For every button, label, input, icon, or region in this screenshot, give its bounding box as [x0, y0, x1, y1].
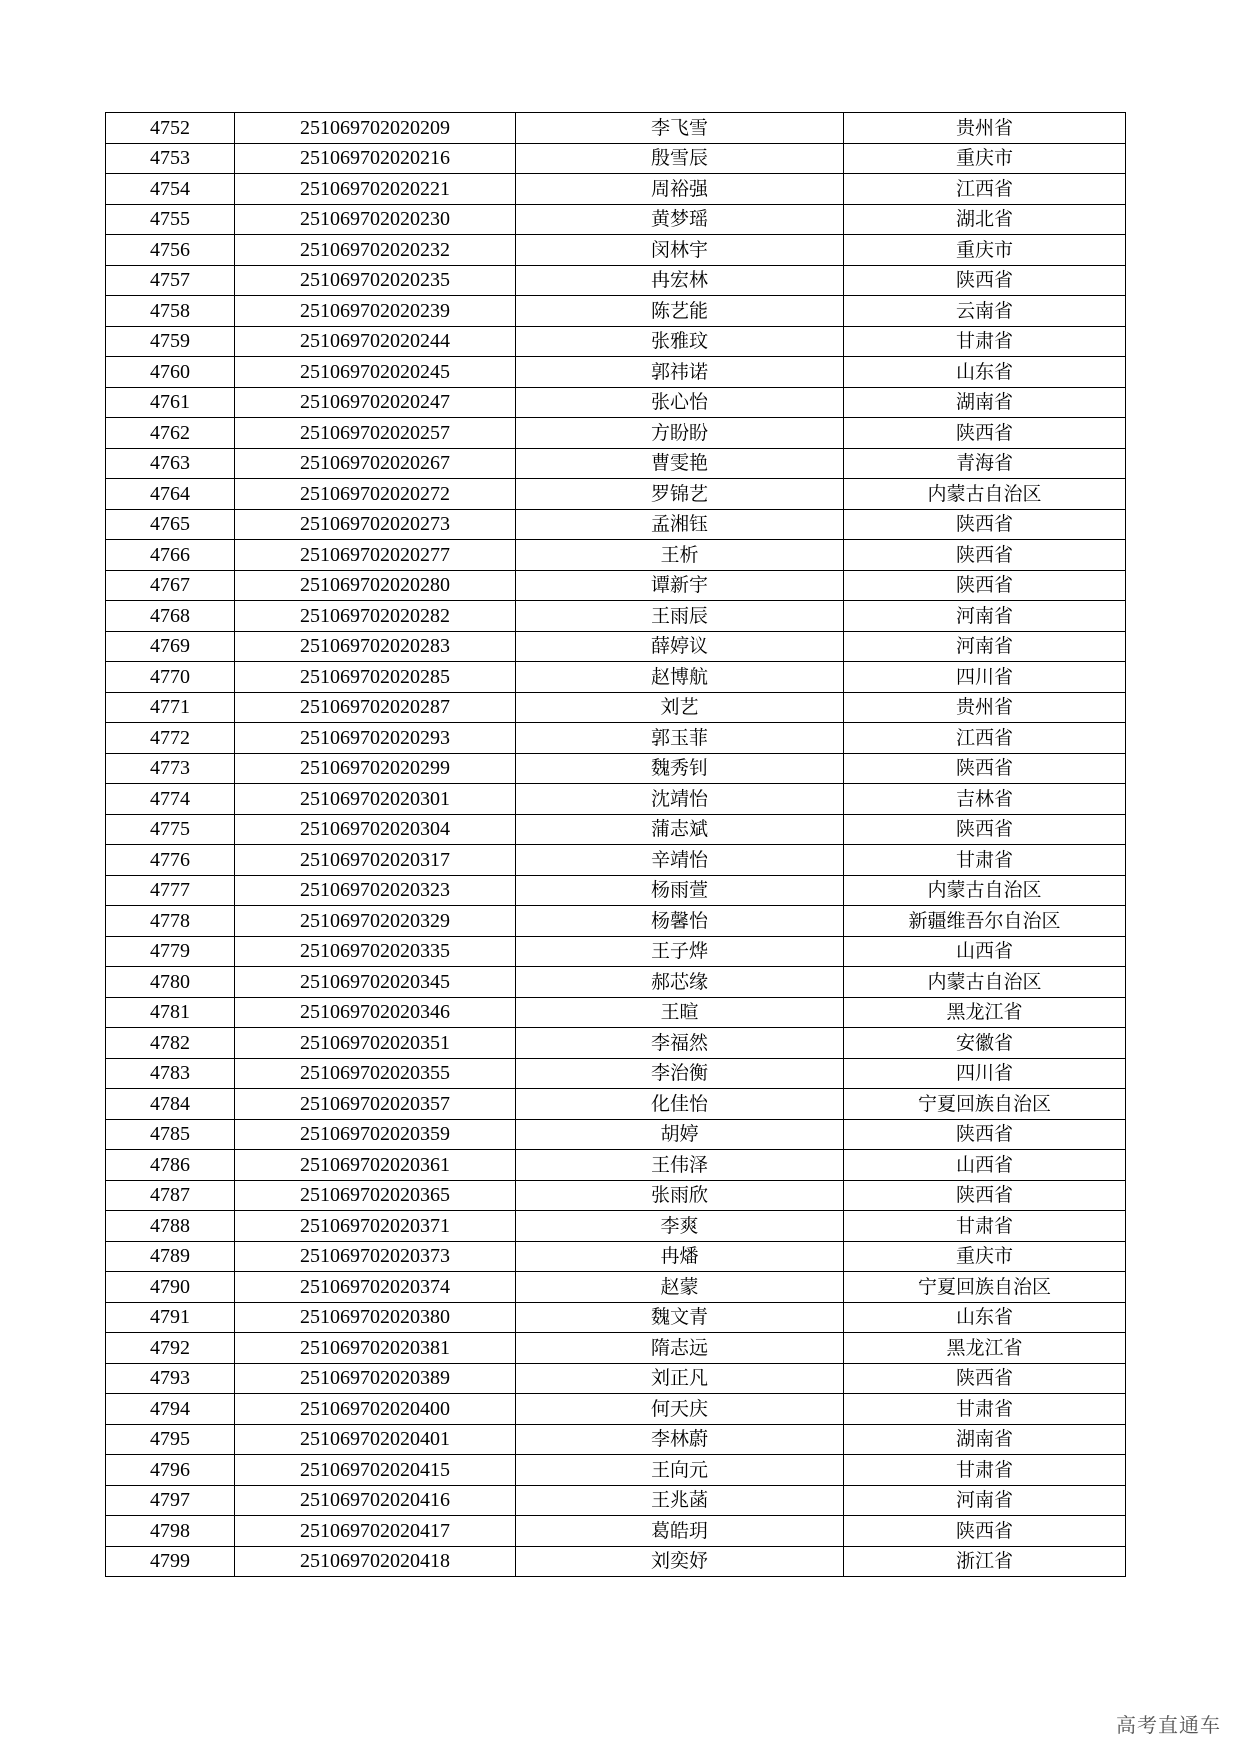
province-cell: 四川省: [844, 662, 1126, 693]
seq-cell: 4783: [106, 1058, 235, 1089]
table-row: [106, 265, 1126, 296]
name-cell: 王雨辰: [516, 601, 844, 632]
id-cell: 251069702020239: [235, 296, 516, 327]
province-cell: 甘肃省: [844, 1455, 1126, 1486]
province-cell: 宁夏回族自治区: [844, 1089, 1126, 1120]
id-cell: 251069702020216: [235, 143, 516, 174]
table-row: [106, 296, 1126, 327]
province-cell: 青海省: [844, 448, 1126, 479]
id-cell: 251069702020273: [235, 509, 516, 540]
seq-cell: 4765: [106, 509, 235, 540]
province-cell: 内蒙古自治区: [844, 967, 1126, 998]
name-cell: 冉燔: [516, 1241, 844, 1272]
seq-cell: 4758: [106, 296, 235, 327]
province-cell: 重庆市: [844, 1241, 1126, 1272]
id-cell: 251069702020277: [235, 540, 516, 571]
table-row: [106, 1028, 1126, 1059]
name-cell: 杨馨怡: [516, 906, 844, 937]
id-cell: 251069702020299: [235, 753, 516, 784]
table-row: [106, 1241, 1126, 1272]
name-cell: 化佳怡: [516, 1089, 844, 1120]
table-row: [106, 143, 1126, 174]
seq-cell: 4759: [106, 326, 235, 357]
id-cell: 251069702020257: [235, 418, 516, 449]
name-cell: 王暄: [516, 997, 844, 1028]
seq-cell: 4763: [106, 448, 235, 479]
seq-cell: 4754: [106, 174, 235, 205]
name-cell: 张心怡: [516, 387, 844, 418]
province-cell: 安徽省: [844, 1028, 1126, 1059]
id-cell: 251069702020230: [235, 204, 516, 235]
province-cell: 新疆维吾尔自治区: [844, 906, 1126, 937]
name-cell: 王子烨: [516, 936, 844, 967]
table-row: [106, 479, 1126, 510]
name-cell: 辛靖怡: [516, 845, 844, 876]
table-row: [106, 540, 1126, 571]
id-cell: 251069702020282: [235, 601, 516, 632]
seq-cell: 4767: [106, 570, 235, 601]
seq-cell: 4776: [106, 845, 235, 876]
name-cell: 杨雨萱: [516, 875, 844, 906]
seq-cell: 4780: [106, 967, 235, 998]
seq-cell: 4766: [106, 540, 235, 571]
id-cell: 251069702020235: [235, 265, 516, 296]
province-cell: 宁夏回族自治区: [844, 1272, 1126, 1303]
name-cell: 沈靖怡: [516, 784, 844, 815]
table-row: [106, 784, 1126, 815]
table-row: [106, 235, 1126, 266]
province-cell: 陕西省: [844, 1363, 1126, 1394]
name-cell: 隋志远: [516, 1333, 844, 1364]
province-cell: 湖南省: [844, 1424, 1126, 1455]
id-cell: 251069702020323: [235, 875, 516, 906]
id-cell: 251069702020272: [235, 479, 516, 510]
province-cell: 陕西省: [844, 814, 1126, 845]
table-row: [106, 448, 1126, 479]
seq-cell: 4797: [106, 1485, 235, 1516]
seq-cell: 4779: [106, 936, 235, 967]
name-cell: 魏秀钊: [516, 753, 844, 784]
seq-cell: 4789: [106, 1241, 235, 1272]
table-row: [106, 906, 1126, 937]
table-row: [106, 1119, 1126, 1150]
name-cell: 李治衡: [516, 1058, 844, 1089]
table-row: [106, 723, 1126, 754]
seq-cell: 4782: [106, 1028, 235, 1059]
table-row: [106, 967, 1126, 998]
id-cell: 251069702020285: [235, 662, 516, 693]
name-cell: 张雅玟: [516, 326, 844, 357]
table-row: [106, 1302, 1126, 1333]
province-cell: 吉林省: [844, 784, 1126, 815]
id-cell: 251069702020301: [235, 784, 516, 815]
province-cell: 黑龙江省: [844, 997, 1126, 1028]
table-row: [106, 997, 1126, 1028]
province-cell: 河南省: [844, 1485, 1126, 1516]
table-row: [106, 692, 1126, 723]
table-row: [106, 1485, 1126, 1516]
id-cell: 251069702020400: [235, 1394, 516, 1425]
name-cell: 闵林宇: [516, 235, 844, 266]
table-row: [106, 753, 1126, 784]
province-cell: 陕西省: [844, 1180, 1126, 1211]
table-row: [106, 1516, 1126, 1547]
table-row: [106, 875, 1126, 906]
seq-cell: 4769: [106, 631, 235, 662]
id-cell: 251069702020373: [235, 1241, 516, 1272]
seq-cell: 4796: [106, 1455, 235, 1486]
seq-cell: 4762: [106, 418, 235, 449]
name-cell: 冉宏林: [516, 265, 844, 296]
seq-cell: 4775: [106, 814, 235, 845]
province-cell: 陕西省: [844, 418, 1126, 449]
seq-cell: 4791: [106, 1302, 235, 1333]
id-cell: 251069702020345: [235, 967, 516, 998]
table-row: [106, 113, 1126, 144]
province-cell: 甘肃省: [844, 1211, 1126, 1242]
name-cell: 李林蔚: [516, 1424, 844, 1455]
seq-cell: 4756: [106, 235, 235, 266]
id-cell: 251069702020417: [235, 1516, 516, 1547]
name-cell: 郭祎诺: [516, 357, 844, 388]
watermark: 高考直通车: [1116, 1713, 1221, 1737]
table-row: [106, 1272, 1126, 1303]
name-cell: 王析: [516, 540, 844, 571]
province-cell: 陕西省: [844, 265, 1126, 296]
seq-cell: 4774: [106, 784, 235, 815]
table-row: [106, 814, 1126, 845]
name-cell: 薛婷议: [516, 631, 844, 662]
seq-cell: 4788: [106, 1211, 235, 1242]
seq-cell: 4786: [106, 1150, 235, 1181]
province-cell: 重庆市: [844, 235, 1126, 266]
name-cell: 葛皓玥: [516, 1516, 844, 1547]
table-row: [106, 1394, 1126, 1425]
id-cell: 251069702020401: [235, 1424, 516, 1455]
province-cell: 陕西省: [844, 570, 1126, 601]
id-cell: 251069702020245: [235, 357, 516, 388]
name-cell: 陈艺能: [516, 296, 844, 327]
id-cell: 251069702020418: [235, 1546, 516, 1577]
id-cell: 251069702020381: [235, 1333, 516, 1364]
table-row: [106, 1455, 1126, 1486]
seq-cell: 4772: [106, 723, 235, 754]
table-row: [106, 662, 1126, 693]
name-cell: 胡婷: [516, 1119, 844, 1150]
id-cell: 251069702020380: [235, 1302, 516, 1333]
table-row: [106, 1058, 1126, 1089]
table-row: [106, 357, 1126, 388]
table-row: [106, 936, 1126, 967]
province-cell: 陕西省: [844, 753, 1126, 784]
province-cell: 贵州省: [844, 692, 1126, 723]
id-cell: 251069702020415: [235, 1455, 516, 1486]
name-cell: 黄梦瑶: [516, 204, 844, 235]
name-cell: 李福然: [516, 1028, 844, 1059]
table-row: [106, 1150, 1126, 1181]
table-row: [106, 845, 1126, 876]
name-cell: 罗锦艺: [516, 479, 844, 510]
id-cell: 251069702020283: [235, 631, 516, 662]
province-cell: 江西省: [844, 174, 1126, 205]
id-cell: 251069702020355: [235, 1058, 516, 1089]
id-cell: 251069702020232: [235, 235, 516, 266]
seq-cell: 4795: [106, 1424, 235, 1455]
name-cell: 王兆菡: [516, 1485, 844, 1516]
name-cell: 方盼盼: [516, 418, 844, 449]
table-row: [106, 570, 1126, 601]
seq-cell: 4777: [106, 875, 235, 906]
id-cell: 251069702020209: [235, 113, 516, 144]
name-cell: 李飞雪: [516, 113, 844, 144]
id-cell: 251069702020351: [235, 1028, 516, 1059]
province-cell: 陕西省: [844, 1119, 1126, 1150]
id-cell: 251069702020280: [235, 570, 516, 601]
id-cell: 251069702020359: [235, 1119, 516, 1150]
name-cell: 刘艺: [516, 692, 844, 723]
seq-cell: 4757: [106, 265, 235, 296]
table-row: [106, 631, 1126, 662]
seq-cell: 4790: [106, 1272, 235, 1303]
table-row: [106, 1089, 1126, 1120]
province-cell: 云南省: [844, 296, 1126, 327]
id-cell: 251069702020287: [235, 692, 516, 723]
province-cell: 陕西省: [844, 1516, 1126, 1547]
seq-cell: 4753: [106, 143, 235, 174]
province-cell: 山东省: [844, 1302, 1126, 1333]
table-row: [106, 1546, 1126, 1577]
province-cell: 甘肃省: [844, 1394, 1126, 1425]
province-cell: 内蒙古自治区: [844, 479, 1126, 510]
seq-cell: 4770: [106, 662, 235, 693]
province-cell: 浙江省: [844, 1546, 1126, 1577]
table-row: [106, 1333, 1126, 1364]
seq-cell: 4781: [106, 997, 235, 1028]
table-row: [106, 418, 1126, 449]
table-row: [106, 1424, 1126, 1455]
seq-cell: 4778: [106, 906, 235, 937]
seq-cell: 4764: [106, 479, 235, 510]
seq-cell: 4798: [106, 1516, 235, 1547]
province-cell: 黑龙江省: [844, 1333, 1126, 1364]
province-cell: 陕西省: [844, 540, 1126, 571]
id-cell: 251069702020304: [235, 814, 516, 845]
seq-cell: 4799: [106, 1546, 235, 1577]
province-cell: 甘肃省: [844, 326, 1126, 357]
seq-cell: 4768: [106, 601, 235, 632]
province-cell: 山西省: [844, 936, 1126, 967]
id-cell: 251069702020293: [235, 723, 516, 754]
province-cell: 贵州省: [844, 113, 1126, 144]
table-row: [106, 1211, 1126, 1242]
id-cell: 251069702020371: [235, 1211, 516, 1242]
province-cell: 山东省: [844, 357, 1126, 388]
id-cell: 251069702020335: [235, 936, 516, 967]
name-cell: 刘奕妤: [516, 1546, 844, 1577]
name-cell: 张雨欣: [516, 1180, 844, 1211]
province-cell: 陕西省: [844, 509, 1126, 540]
seq-cell: 4794: [106, 1394, 235, 1425]
table-row: [106, 174, 1126, 205]
seq-cell: 4771: [106, 692, 235, 723]
id-cell: 251069702020221: [235, 174, 516, 205]
id-cell: 251069702020365: [235, 1180, 516, 1211]
name-cell: 周裕强: [516, 174, 844, 205]
seq-cell: 4793: [106, 1363, 235, 1394]
seq-cell: 4760: [106, 357, 235, 388]
id-cell: 251069702020416: [235, 1485, 516, 1516]
table-row: [106, 1363, 1126, 1394]
name-cell: 蒲志斌: [516, 814, 844, 845]
id-cell: 251069702020329: [235, 906, 516, 937]
province-cell: 山西省: [844, 1150, 1126, 1181]
province-cell: 江西省: [844, 723, 1126, 754]
name-cell: 何天庆: [516, 1394, 844, 1425]
id-cell: 251069702020244: [235, 326, 516, 357]
id-cell: 251069702020357: [235, 1089, 516, 1120]
province-cell: 内蒙古自治区: [844, 875, 1126, 906]
id-cell: 251069702020361: [235, 1150, 516, 1181]
seq-cell: 4785: [106, 1119, 235, 1150]
name-cell: 郭玉菲: [516, 723, 844, 754]
name-cell: 孟湘钰: [516, 509, 844, 540]
table-row: [106, 387, 1126, 418]
seq-cell: 4773: [106, 753, 235, 784]
table-row: [106, 204, 1126, 235]
id-cell: 251069702020374: [235, 1272, 516, 1303]
id-cell: 251069702020346: [235, 997, 516, 1028]
id-cell: 251069702020317: [235, 845, 516, 876]
province-cell: 河南省: [844, 601, 1126, 632]
seq-cell: 4752: [106, 113, 235, 144]
seq-cell: 4792: [106, 1333, 235, 1364]
roster-body: [106, 113, 1126, 1577]
name-cell: 王伟泽: [516, 1150, 844, 1181]
table-row: [106, 509, 1126, 540]
province-cell: 湖北省: [844, 204, 1126, 235]
seq-cell: 4784: [106, 1089, 235, 1120]
name-cell: 曹雯艳: [516, 448, 844, 479]
seq-cell: 4761: [106, 387, 235, 418]
name-cell: 刘正凡: [516, 1363, 844, 1394]
province-cell: 甘肃省: [844, 845, 1126, 876]
province-cell: 河南省: [844, 631, 1126, 662]
name-cell: 郝芯缘: [516, 967, 844, 998]
name-cell: 王向元: [516, 1455, 844, 1486]
name-cell: 魏文青: [516, 1302, 844, 1333]
province-cell: 湖南省: [844, 387, 1126, 418]
name-cell: 李爽: [516, 1211, 844, 1242]
name-cell: 赵博航: [516, 662, 844, 693]
province-cell: 四川省: [844, 1058, 1126, 1089]
roster-table: [105, 112, 1126, 1577]
name-cell: 赵蒙: [516, 1272, 844, 1303]
seq-cell: 4755: [106, 204, 235, 235]
seq-cell: 4787: [106, 1180, 235, 1211]
table-row: [106, 601, 1126, 632]
id-cell: 251069702020267: [235, 448, 516, 479]
id-cell: 251069702020247: [235, 387, 516, 418]
name-cell: 谭新宇: [516, 570, 844, 601]
table-row: [106, 1180, 1126, 1211]
id-cell: 251069702020389: [235, 1363, 516, 1394]
name-cell: 殷雪辰: [516, 143, 844, 174]
table-row: [106, 326, 1126, 357]
province-cell: 重庆市: [844, 143, 1126, 174]
